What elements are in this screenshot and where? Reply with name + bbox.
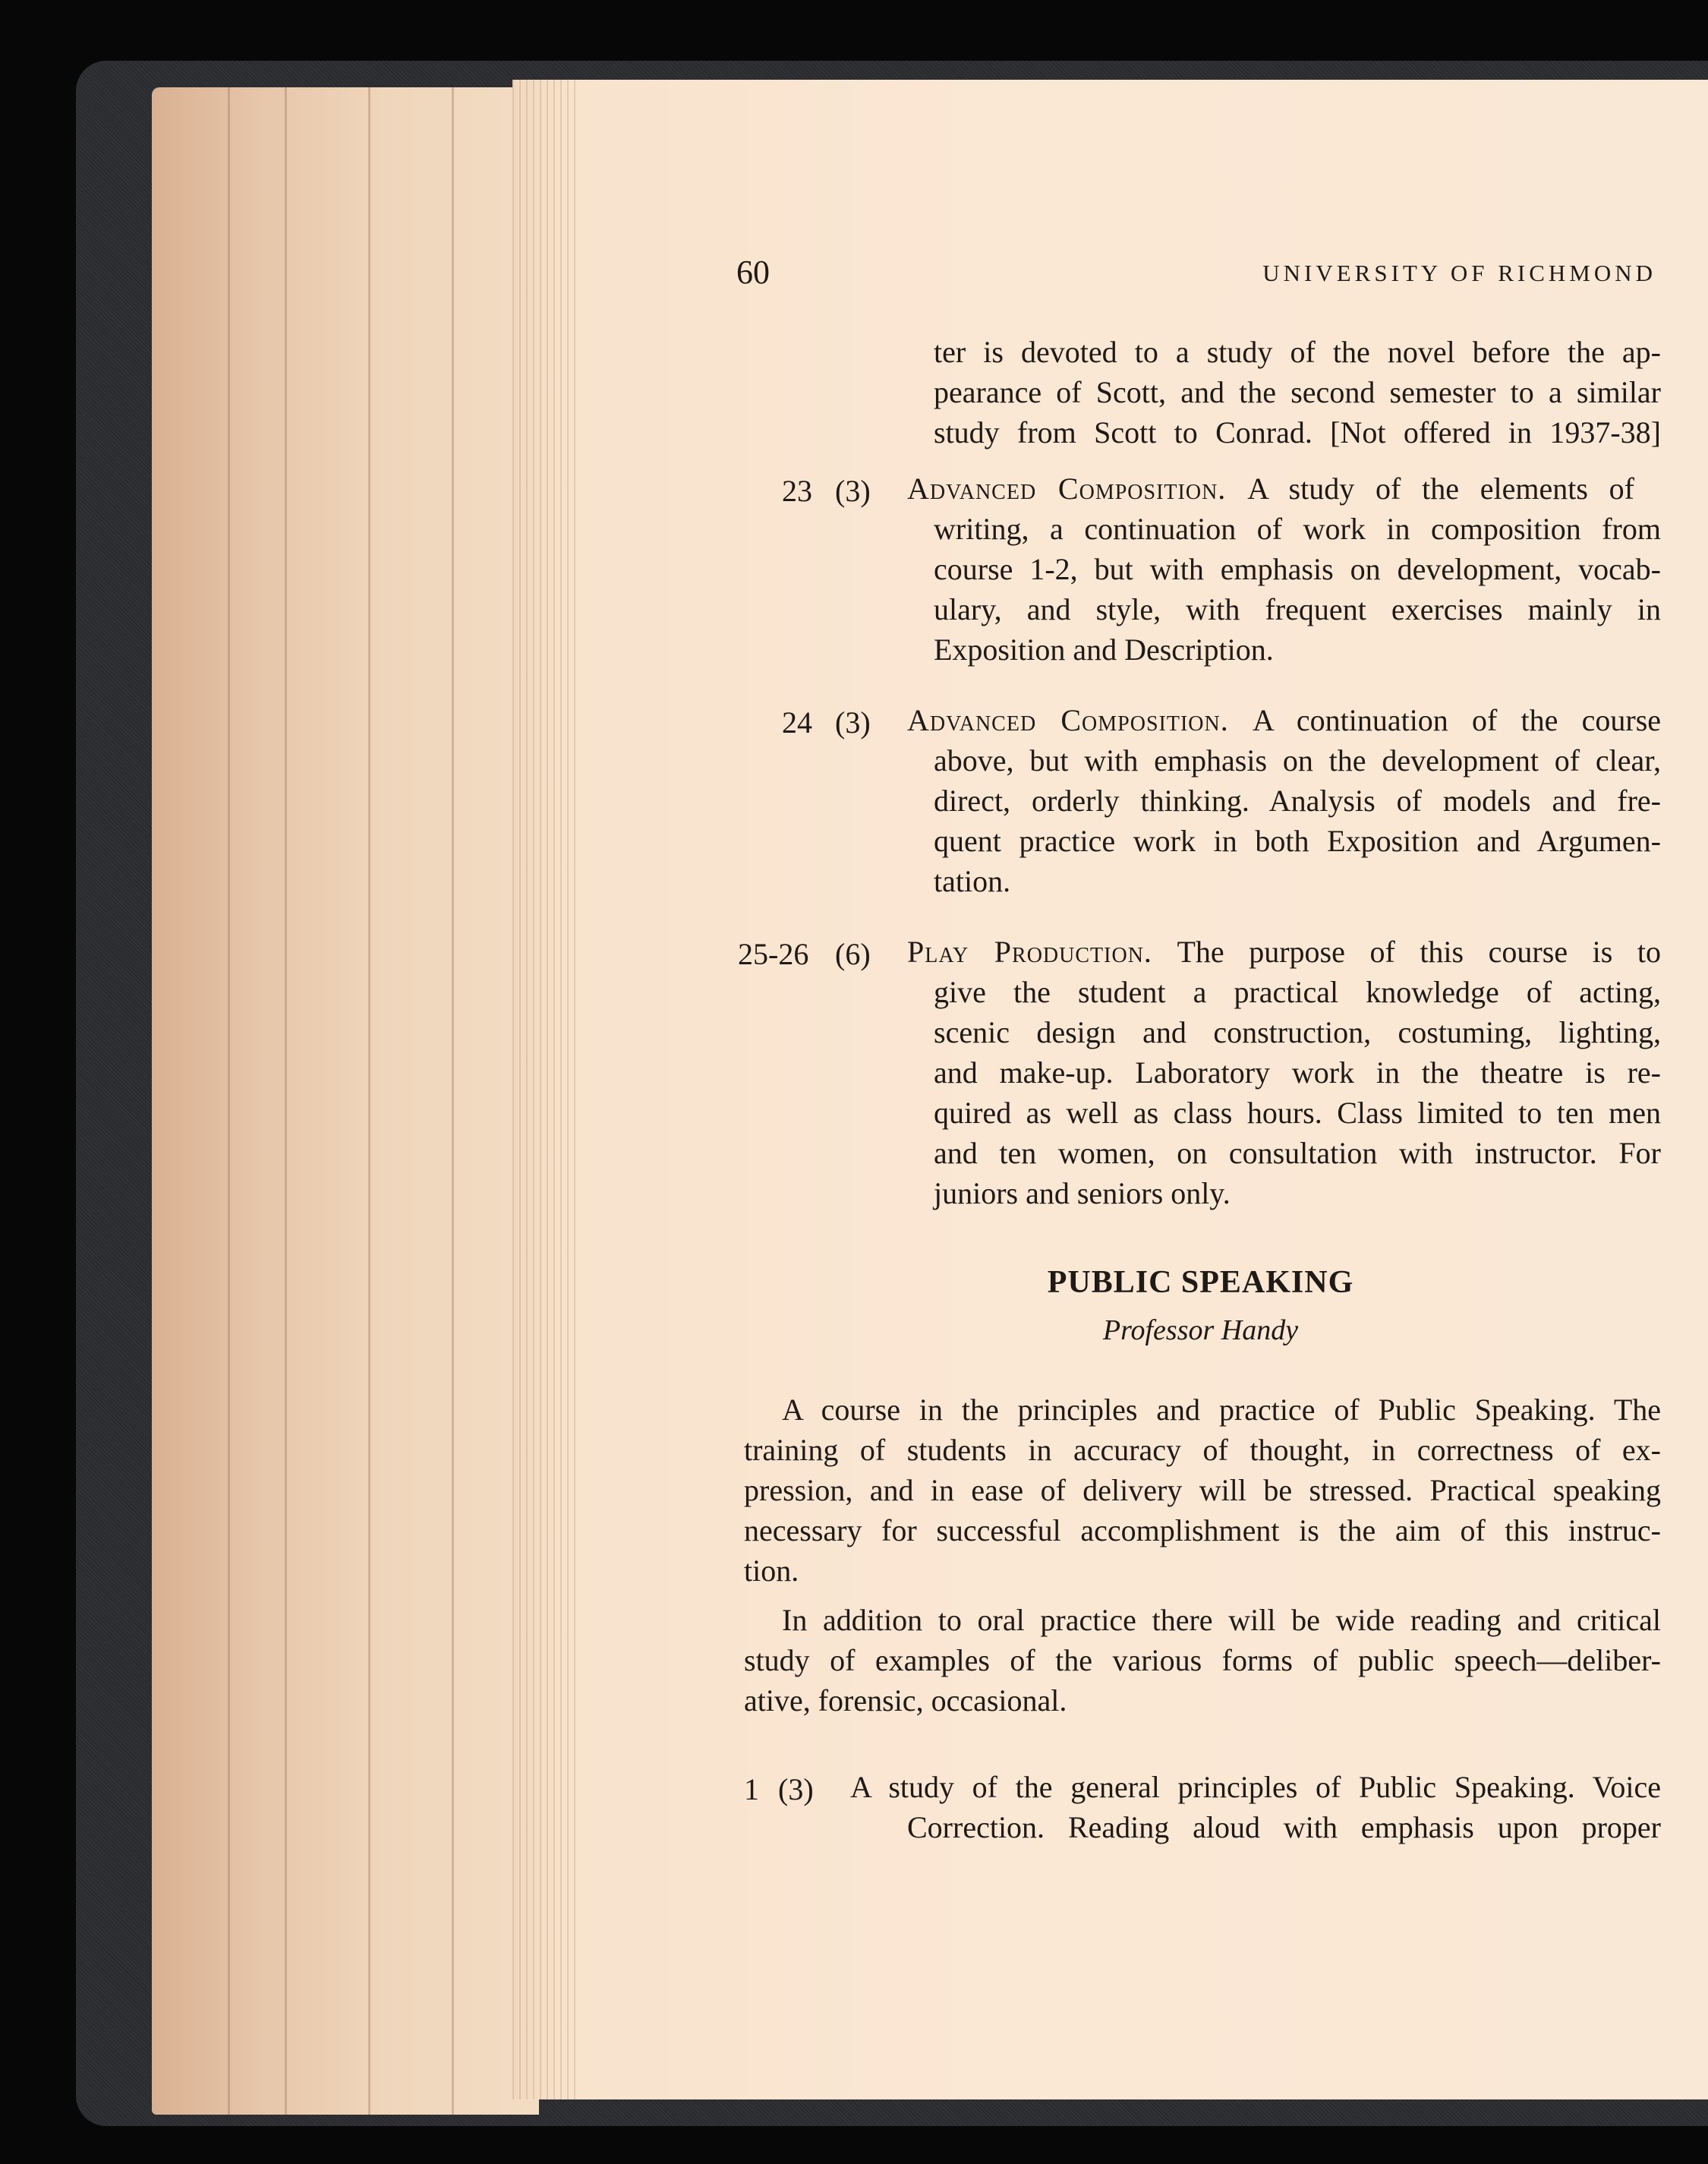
text-line: tion. (744, 1554, 799, 1588)
course-number: 24 (782, 705, 812, 740)
course-entry (907, 700, 1661, 740)
course-credits: (3) (835, 474, 871, 508)
text-line: and ten women, on consultation with instructor. For (934, 1136, 1661, 1170)
text-line: training of students in accuracy of thought, in correctness of ex- (744, 1433, 1661, 1467)
course-entry-body (934, 972, 1661, 1213)
course-credits: (6) (835, 937, 871, 971)
text-line (907, 468, 1634, 509)
text-line: direct, orderly thinking. Analysis of models and fre- (934, 784, 1661, 818)
text-run: A continuation of the course (1252, 703, 1662, 737)
course-title: Advanced Composition. (907, 472, 1227, 506)
text-line: quent practice work in both Exposition and Argumen- (934, 824, 1661, 858)
text-line: above, but with emphasis on the development of clear, (934, 743, 1661, 778)
text-line (907, 932, 1661, 972)
course-credits: (3) (778, 1772, 814, 1806)
page-stack (152, 87, 539, 2115)
text-run: A study of the elements of (1247, 472, 1634, 506)
course-entry-body (934, 509, 1661, 670)
section-heading: PUBLIC SPEAKING (1047, 1265, 1354, 1300)
running-head: UNIVERSITY OF RICHMOND (1262, 260, 1656, 286)
text-line: In addition to oral practice there will be wide reading and critical (782, 1603, 1661, 1637)
course-title: Play Production. (907, 935, 1152, 969)
text-run: The purpose of this course is to (1177, 935, 1661, 969)
text-line: study of examples of the various forms of public speech—deliber- (744, 1643, 1661, 1677)
text-line: pression, and in ease of delivery will be stressed. Practical speaking (744, 1473, 1661, 1507)
course-credits: (3) (835, 705, 871, 740)
course-entry (850, 1767, 1661, 1807)
section-subheading: Professor Handy (1102, 1314, 1299, 1346)
book-page (512, 80, 1708, 2099)
text-line: tation. (934, 864, 1011, 898)
text-line: necessary for successful accomplishment is the aim of this instruc- (744, 1513, 1661, 1547)
continuation-paragraph (934, 332, 1661, 453)
course-entry (907, 468, 1634, 509)
text-line: quired as well as class hours. Class limited to ten men (934, 1096, 1661, 1130)
text-line: ative, forensic, occasional. (744, 1683, 1067, 1718)
section-paragraph (744, 1390, 1661, 1591)
text-line: course 1-2, but with emphasis on development, vocab- (934, 552, 1661, 586)
course-number: 25-26 (738, 937, 809, 971)
page-number: 60 (736, 254, 770, 291)
section-paragraph (744, 1600, 1661, 1721)
course-number: 23 (782, 474, 812, 508)
course-entry-body (934, 740, 1661, 901)
course-title: Advanced Composition. (907, 703, 1229, 737)
text-line: study from Scott to Conrad. [Not offered in 1937-38] (934, 415, 1661, 450)
text-line: A study of the general principles of Public Speaking. Voice (850, 1770, 1661, 1804)
text-line: give the student a practical knowledge of acting, (934, 975, 1661, 1009)
text-line: ulary, and style, with frequent exercises mainly in (934, 592, 1661, 626)
page-edge (512, 80, 581, 2099)
course-entry-body (907, 1807, 1661, 1847)
text-line: writing, a continuation of work in composition from (934, 512, 1661, 546)
course-number: 1 (744, 1772, 759, 1806)
text-line: and make-up. Laboratory work in the theatre is re- (934, 1055, 1661, 1090)
text-line: ter is devoted to a study of the novel before the ap- (934, 335, 1661, 369)
text-line: scenic design and construction, costuming, lighting, (934, 1015, 1661, 1049)
text-line: Exposition and Description. (934, 632, 1274, 667)
text-line: Correction. Reading aloud with emphasis upon proper (907, 1810, 1661, 1844)
text-line: juniors and seniors only. (934, 1176, 1231, 1210)
text-line: pearance of Scott, and the second semester to a similar (934, 375, 1661, 409)
text-line: A course in the principles and practice of Public Speaking. The (782, 1393, 1661, 1427)
course-entry (907, 932, 1661, 972)
text-line (907, 700, 1661, 740)
